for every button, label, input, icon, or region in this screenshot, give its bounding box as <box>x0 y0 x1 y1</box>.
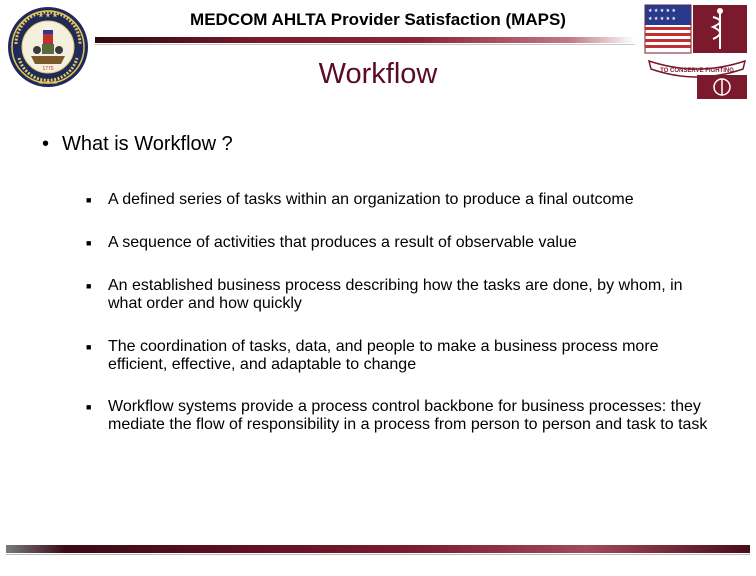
svg-text:★ ★ ★ ★ ★: ★ ★ ★ ★ ★ <box>648 16 676 22</box>
footer-divider <box>6 545 750 553</box>
svg-text:TO CONSERVE FIGHTING: TO CONSERVE FIGHTING <box>660 68 734 74</box>
sub-bullet-item <box>86 234 716 252</box>
sub-bullet-text: A defined series of tasks within an organization to produce a final outcome <box>108 191 634 208</box>
sub-bullet-text: The coordination of tasks, data, and people to make a business process more efficient, effective, and adaptable to change <box>108 338 659 373</box>
svg-text:★ ★ ★ ★ ★: ★ ★ ★ ★ ★ <box>648 8 676 14</box>
sub-bullet-item <box>86 277 716 313</box>
square-bullet-icon: ■ <box>86 402 92 412</box>
sub-bullet-text: A sequence of activities that produces a result of observable value <box>108 234 577 251</box>
main-bullet-text: What is Workflow ? <box>62 133 233 155</box>
svg-text:1775: 1775 <box>42 66 54 72</box>
header-title: MEDCOM AHLTA Provider Satisfaction (MAPS) <box>190 10 566 29</box>
header-divider-shadow <box>95 44 635 45</box>
svg-text:★ ★ ★: ★ ★ ★ <box>38 13 58 19</box>
sub-bullet-item <box>86 338 716 374</box>
sub-bullet-text: An established business process describing how the tasks are done, by whom, in what order and how quickly <box>108 277 683 312</box>
sub-bullet-item <box>86 398 716 434</box>
square-bullet-icon: ■ <box>86 238 92 248</box>
square-bullet-icon: ■ <box>86 281 92 291</box>
svg-text:★ ★ ★: ★ ★ ★ <box>38 80 58 86</box>
square-bullet-icon: ■ <box>86 195 92 205</box>
sub-bullet-text: Workflow systems provide a process control backbone for business processes: they mediate the flow of responsibility in a process from person to person and task to task <box>108 398 708 433</box>
bullet-dot-icon: • <box>42 133 50 155</box>
header-divider <box>95 37 635 43</box>
footer-divider-shadow <box>6 554 750 555</box>
main-bullet <box>42 133 233 156</box>
sub-bullet-item <box>86 191 716 209</box>
square-bullet-icon: ■ <box>86 342 92 352</box>
slide-title: Workflow <box>318 58 438 90</box>
